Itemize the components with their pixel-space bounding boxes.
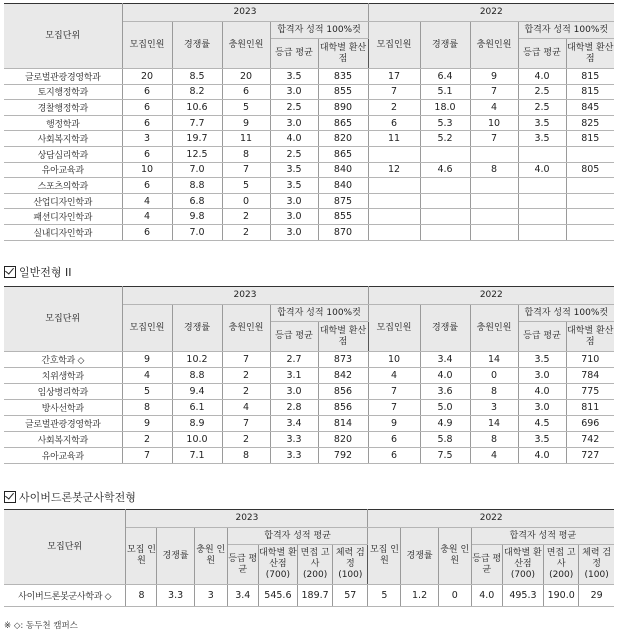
value-cell [566,178,614,194]
value-cell: 5.8 [420,432,470,448]
value-cell: 7 [368,384,420,400]
value-cell: 2 [122,432,172,448]
value-cell: 7 [222,162,270,178]
value-cell: 9 [222,115,270,131]
value-cell: 4.9 [420,416,470,432]
value-cell: 3.0 [518,400,566,416]
checkbox-icon [4,266,16,278]
value-cell: 7 [368,400,420,416]
value-cell: 6 [122,115,172,131]
value-cell: 7.5 [420,448,470,464]
value-cell: 4 [368,368,420,384]
value-cell [420,224,470,240]
section-title-text: 사이버드론봇군사학전형 [19,491,136,504]
value-cell: 873 [318,352,368,368]
value-cell: 3.5 [518,115,566,131]
value-cell: 7.1 [172,448,222,464]
header-grade-average: 등급 평균 [518,39,566,69]
header-cutoff: 합격자 성적 100%컷 [270,22,368,39]
value-cell: 5.3 [420,115,470,131]
value-cell: 4.5 [518,416,566,432]
value-cell: 0 [222,193,270,209]
value-cell: 865 [318,115,368,131]
section-title-text: 일반전형 II [19,266,72,279]
value-cell: 6 [368,448,420,464]
header-ratio: 경쟁률 [172,22,222,69]
value-cell: 9 [122,352,172,368]
dept-name-cell: 산업디자인학과 [4,193,122,209]
header-quota: 모집인원 [368,22,420,69]
value-cell: 8.2 [172,84,222,100]
value-cell: 14 [470,416,518,432]
value-cell: 11 [222,131,270,147]
table-row [4,146,614,162]
value-cell: 3.0 [270,193,318,209]
value-cell: 6 [368,432,420,448]
table-row [4,224,614,240]
value-cell: 815 [566,131,614,147]
header-converted-score: 대학별 환산점 (700) [258,545,297,585]
dept-name-cell: 패션디자인학과 [4,209,122,225]
header-fitness: 체력 검정 (100) [333,545,368,585]
checkbox-icon [4,491,16,503]
value-cell: 3.1 [270,368,318,384]
value-cell: 9.8 [172,209,222,225]
value-cell [566,224,614,240]
value-cell: 3.4 [227,585,258,607]
header-quota: 모집인원 [122,305,172,352]
value-cell: 4.0 [471,585,502,607]
table-row [4,84,614,100]
value-cell: 10.6 [172,100,222,116]
dept-name-cell: 유아교육과 [4,448,122,464]
section-title-cyber-drone-bot [4,489,136,505]
dept-name-cell: 상담심리학과 [4,146,122,162]
value-cell: 3.5 [518,352,566,368]
value-cell: 6 [122,146,172,162]
value-cell: 7 [122,448,172,464]
value-cell: 8.5 [172,69,222,85]
value-cell: 840 [318,162,368,178]
value-cell: 3.0 [270,84,318,100]
value-cell: 8 [470,162,518,178]
value-cell: 8 [470,432,518,448]
header-cutoff: 합격자 성적 100%컷 [270,305,368,322]
header-grade-average: 등급 평균 [518,322,566,352]
header-quota: 모집 인원 [368,528,401,585]
value-cell: 3.6 [420,384,470,400]
header-grade-average: 등급 평균 [270,322,318,352]
value-cell: 842 [318,368,368,384]
value-cell: 3.5 [518,432,566,448]
table-row [4,432,614,448]
value-cell: 5.2 [420,131,470,147]
table3-body [4,585,614,607]
value-cell [518,146,566,162]
value-cell: 2.5 [270,100,318,116]
value-cell: 775 [566,384,614,400]
table-row [4,162,614,178]
value-cell: 5.1 [420,84,470,100]
value-cell: 820 [318,131,368,147]
value-cell: 742 [566,432,614,448]
value-cell: 6.1 [172,400,222,416]
value-cell: 710 [566,352,614,368]
value-cell [420,209,470,225]
value-cell: 12 [368,162,420,178]
header-additional: 충원 인원 [438,528,471,585]
value-cell: 0 [470,368,518,384]
value-cell: 3.4 [420,352,470,368]
value-cell: 10 [122,162,172,178]
header-converted-score: 대학별 환산점 [318,322,368,352]
value-cell: 190.0 [544,585,579,607]
header-converted-score: 대학별 환산점 [566,322,614,352]
value-cell: 10 [470,115,518,131]
value-cell: 5 [368,585,401,607]
value-cell [566,146,614,162]
value-cell [420,146,470,162]
header-dept: 모집단위 [4,510,126,585]
value-cell: 3.3 [270,448,318,464]
value-cell: 3.0 [270,115,318,131]
value-cell: 3.0 [270,384,318,400]
header-grade-average: 등급 평균 [471,545,502,585]
value-cell: 2.5 [518,100,566,116]
value-cell: 2.7 [270,352,318,368]
value-cell: 8.8 [172,178,222,194]
value-cell: 18.0 [420,100,470,116]
header-ratio: 경쟁률 [420,305,470,352]
value-cell: 3.3 [157,585,194,607]
value-cell: 3.5 [270,162,318,178]
value-cell: 2 [222,432,270,448]
header-ratio: 경쟁률 [401,528,438,585]
header-year-2023: 2023 [122,4,368,22]
value-cell: 6 [122,100,172,116]
value-cell: 14 [470,352,518,368]
header-quota: 모집 인원 [126,528,157,585]
table-row [4,400,614,416]
value-cell: 820 [318,432,368,448]
table-row [4,193,614,209]
table-row [4,585,614,607]
value-cell: 4.0 [270,131,318,147]
value-cell: 20 [222,69,270,85]
footnote: ※ ◇: 동두천 캠퍼스 [4,621,78,631]
dept-name-cell: 사회복지학과 [4,131,122,147]
value-cell: 9 [470,69,518,85]
value-cell: 10 [368,352,420,368]
value-cell: 8.9 [172,416,222,432]
header-fitness: 체력 검정 (100) [579,545,614,585]
value-cell: 3.0 [270,209,318,225]
value-cell: 4.0 [518,384,566,400]
value-cell [420,178,470,194]
value-cell: 5 [222,178,270,194]
value-cell [566,209,614,225]
value-cell: 12.5 [172,146,222,162]
value-cell: 6 [222,84,270,100]
header-converted-score: 대학별 환산점 [566,39,614,69]
value-cell: 8 [122,400,172,416]
value-cell: 840 [318,178,368,194]
value-cell: 5.0 [420,400,470,416]
value-cell: 815 [566,84,614,100]
header-dept: 모집단위 [4,4,122,69]
value-cell: 3 [194,585,227,607]
dept-name-cell: 실내디자인학과 [4,224,122,240]
value-cell: 17 [368,69,420,85]
header-ratio: 경쟁률 [420,22,470,69]
header-ratio: 경쟁률 [172,305,222,352]
value-cell: 7 [470,84,518,100]
value-cell: 10.0 [172,432,222,448]
header-cutoff: 합격자 성적 100%컷 [518,305,614,322]
value-cell: 3.0 [270,224,318,240]
value-cell: 8.8 [172,368,222,384]
dept-name-cell: 치위생학과 [4,368,122,384]
value-cell: 814 [318,416,368,432]
value-cell: 57 [333,585,368,607]
dept-name-cell: 사회복지학과 [4,432,122,448]
value-cell: 727 [566,448,614,464]
value-cell: 4 [122,368,172,384]
header-quota: 모집인원 [368,305,420,352]
value-cell: 6.4 [420,69,470,85]
value-cell: 865 [318,146,368,162]
table-row [4,115,614,131]
value-cell: 4 [122,209,172,225]
value-cell: 696 [566,416,614,432]
dept-name-cell: 글로벌관광경영학과 [4,69,122,85]
header-year-2022: 2022 [368,287,614,305]
value-cell: 2.5 [270,146,318,162]
dept-name-cell: 유아교육과 [4,162,122,178]
header-additional: 충원인원 [222,22,270,69]
value-cell: 4.0 [518,162,566,178]
value-cell: 5 [122,384,172,400]
value-cell: 6 [122,178,172,194]
value-cell: 856 [318,384,368,400]
header-converted-score: 대학별 환산점 [318,39,368,69]
header-average: 합격자 성적 평균 [471,528,614,545]
value-cell: 3.0 [518,368,566,384]
value-cell: 545.6 [258,585,297,607]
value-cell: 845 [566,100,614,116]
dept-name-cell: 사이버드론봇군사학과 ◇ [4,585,126,607]
value-cell: 784 [566,368,614,384]
dept-name-cell: 토지행정학과 [4,84,122,100]
value-cell: 825 [566,115,614,131]
value-cell: 8 [222,448,270,464]
table1-body [4,69,614,241]
value-cell: 7 [368,84,420,100]
value-cell [518,178,566,194]
value-cell [566,193,614,209]
admission-table-1 [4,3,614,241]
value-cell: 855 [318,84,368,100]
header-grade-average: 등급 평균 [227,545,258,585]
table-row [4,416,614,432]
value-cell: 3.5 [270,178,318,194]
value-cell: 2.5 [518,84,566,100]
table-row [4,100,614,116]
value-cell: 875 [318,193,368,209]
value-cell: 7 [222,416,270,432]
value-cell: 11 [368,131,420,147]
dept-name-cell: 스포츠의학과 [4,178,122,194]
value-cell: 3.3 [270,432,318,448]
value-cell [518,224,566,240]
value-cell [368,178,420,194]
value-cell: 7.0 [172,162,222,178]
value-cell: 9.4 [172,384,222,400]
value-cell: 4.6 [420,162,470,178]
table-row [4,368,614,384]
value-cell: 792 [318,448,368,464]
value-cell: 3.5 [518,131,566,147]
table-row [4,352,614,368]
value-cell: 2 [222,224,270,240]
dept-name-cell: 임상병리학과 [4,384,122,400]
value-cell: 6 [368,115,420,131]
value-cell: 856 [318,400,368,416]
admission-table-3 [4,509,614,607]
value-cell: 3.4 [270,416,318,432]
header-grade-average: 등급 평균 [270,39,318,69]
value-cell: 0 [438,585,471,607]
value-cell: 1.2 [401,585,438,607]
dept-name-cell: 간호학과 ◇ [4,352,122,368]
value-cell: 2 [222,384,270,400]
value-cell: 2 [222,368,270,384]
value-cell: 815 [566,69,614,85]
value-cell: 6 [122,84,172,100]
table-row [4,448,614,464]
value-cell [518,209,566,225]
value-cell: 29 [579,585,614,607]
header-additional: 충원 인원 [194,528,227,585]
value-cell: 3 [122,131,172,147]
header-year-2023: 2023 [126,510,368,528]
value-cell: 495.3 [502,585,543,607]
header-dept: 모집단위 [4,287,122,352]
header-ratio: 경쟁률 [157,528,194,585]
value-cell: 2.8 [270,400,318,416]
table-row [4,384,614,400]
value-cell [470,224,518,240]
value-cell: 2 [222,209,270,225]
header-interview: 면접 고사 (200) [298,545,333,585]
value-cell: 4 [222,400,270,416]
value-cell: 9 [368,416,420,432]
value-cell [470,178,518,194]
header-year-2023: 2023 [122,287,368,305]
value-cell [470,193,518,209]
value-cell: 8 [126,585,157,607]
dept-name-cell: 글로벌관광경영학과 [4,416,122,432]
value-cell: 811 [566,400,614,416]
header-year-2022: 2022 [368,510,614,528]
value-cell [368,209,420,225]
value-cell: 870 [318,224,368,240]
admission-table-2 [4,286,614,464]
value-cell: 189.7 [298,585,333,607]
header-quota: 모집인원 [122,22,172,69]
table2-body [4,352,614,464]
value-cell [368,193,420,209]
value-cell: 4 [470,448,518,464]
header-additional: 충원인원 [222,305,270,352]
value-cell: 8 [222,146,270,162]
value-cell: 8 [470,384,518,400]
table-row [4,69,614,85]
value-cell: 3.5 [270,69,318,85]
value-cell: 9 [122,416,172,432]
value-cell: 5 [222,100,270,116]
value-cell: 7.0 [172,224,222,240]
value-cell: 6 [122,224,172,240]
header-year-2022: 2022 [368,4,614,22]
value-cell: 4 [122,193,172,209]
value-cell: 4.0 [518,69,566,85]
value-cell: 7 [470,131,518,147]
header-converted-score: 대학별 환산점 (700) [502,545,543,585]
value-cell: 4.0 [420,368,470,384]
header-average: 합격자 성적 평균 [227,528,368,545]
value-cell: 20 [122,69,172,85]
value-cell: 805 [566,162,614,178]
value-cell: 7 [222,352,270,368]
table-row [4,178,614,194]
value-cell: 855 [318,209,368,225]
value-cell: 7.7 [172,115,222,131]
header-cutoff: 합격자 성적 100%컷 [518,22,614,39]
value-cell: 6.8 [172,193,222,209]
value-cell: 4.0 [518,448,566,464]
value-cell [368,224,420,240]
value-cell: 2 [368,100,420,116]
header-additional: 충원인원 [470,22,518,69]
section-title-general-2 [4,264,72,280]
value-cell [470,209,518,225]
value-cell: 3 [470,400,518,416]
value-cell [368,146,420,162]
dept-name-cell: 행정학과 [4,115,122,131]
value-cell [470,146,518,162]
table-row [4,209,614,225]
dept-name-cell: 방사선학과 [4,400,122,416]
header-additional: 충원인원 [470,305,518,352]
value-cell: 10.2 [172,352,222,368]
header-interview: 면접 고사 (200) [544,545,579,585]
value-cell: 4 [470,100,518,116]
table-row [4,131,614,147]
value-cell: 835 [318,69,368,85]
value-cell [420,193,470,209]
value-cell [518,193,566,209]
value-cell: 890 [318,100,368,116]
value-cell: 19.7 [172,131,222,147]
dept-name-cell: 경찰행정학과 [4,100,122,116]
